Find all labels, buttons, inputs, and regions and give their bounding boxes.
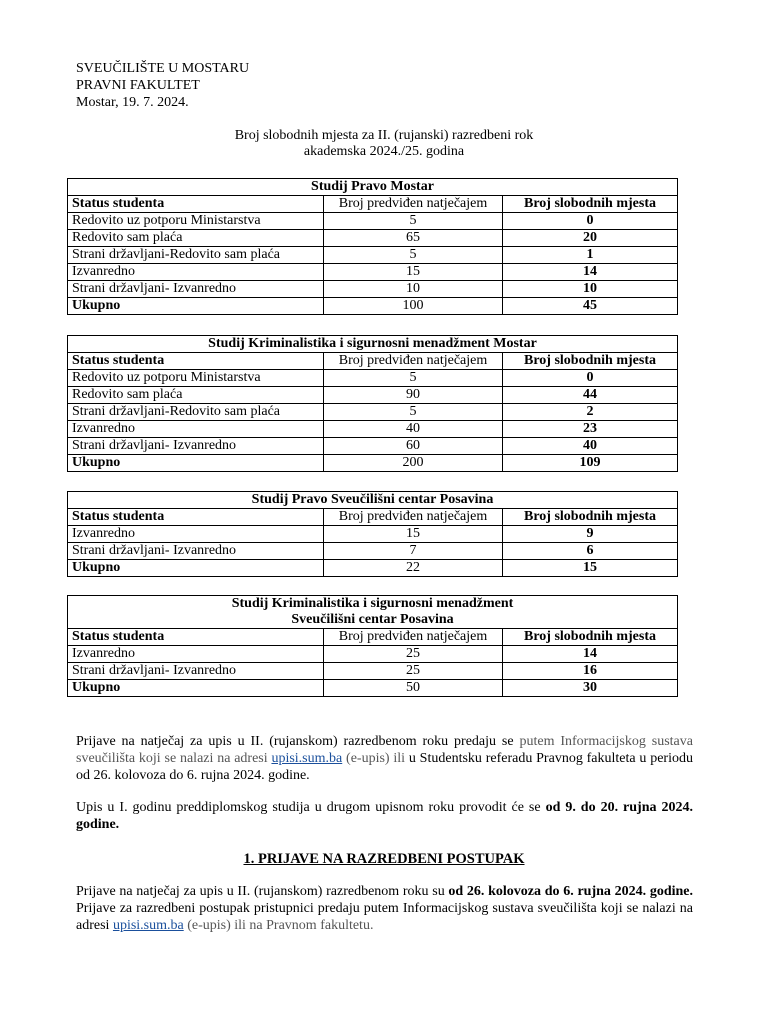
cell-free: 40 [503,438,678,455]
cell-total-label: Ukupno [68,455,324,472]
cell-free: 0 [503,213,678,230]
cell-free: 10 [503,281,678,298]
paragraph-enrollment [76,799,693,833]
table-total-row [68,680,678,697]
table-row [68,543,678,560]
cell-planned: 90 [324,387,503,404]
table-pravo-mostar [67,178,678,315]
cell-free: 2 [503,404,678,421]
cell-planned: 65 [324,230,503,247]
cell-status: Redovito uz potporu Ministarstva [68,370,324,387]
column-header-free: Broj slobodnih mjesta [503,353,678,370]
cell-planned: 10 [324,281,503,298]
table-row [68,438,678,455]
cell-total-planned: 200 [324,455,503,472]
cell-planned: 15 [324,264,503,281]
document-header [76,60,249,111]
cell-total-free: 45 [503,298,678,315]
title-line-1: Broj slobodnih mjesta za II. (rujanski) razredbeni rok [234,128,534,143]
table-total-row [68,455,678,472]
para1-text-b: putem Informacijskog sustava sveučilišta koji se nalazi na adresi [76,734,693,766]
cell-total-planned: 50 [324,680,503,697]
cell-total-planned: 100 [324,298,503,315]
cell-free: 14 [503,646,678,663]
table-total-row [68,560,678,577]
cell-free: 6 [503,543,678,560]
cell-planned: 5 [324,370,503,387]
para3-text-d: (e-upis) ili na Pravnom fakultetu. [183,918,374,933]
table-row [68,370,678,387]
table-row [68,230,678,247]
cell-free: 44 [503,387,678,404]
table-row [68,281,678,298]
table-caption-line-1: Studij Kriminalistika i sigurnosni menadžment [231,596,514,611]
para1-text-a: Prijave na natječaj za upis u II. (rujanskom) razredbenom roku predaju se [76,734,520,749]
cell-status: Strani državljani- Izvanredno [68,543,324,560]
table-caption: Studij Pravo Sveučilišni centar Posavina [68,492,678,509]
column-header-status: Status studenta [68,353,324,370]
table-caption-line-2: Sveučilišni centar Posavina [291,612,454,627]
para2-text-a: Upis u I. godinu preddiplomskog studija u drugom upisnom roku provodit će se [76,800,546,815]
cell-free: 1 [503,247,678,264]
column-header-planned: Broj predviđen natječajem [324,629,503,646]
cell-free: 23 [503,421,678,438]
cell-planned: 60 [324,438,503,455]
table-row [68,213,678,230]
column-header-free: Broj slobodnih mjesta [503,629,678,646]
table-row [68,264,678,281]
cell-status: Izvanredno [68,646,324,663]
cell-total-free: 109 [503,455,678,472]
section-heading: 1. PRIJAVE NA RAZREDBENI POSTUPAK [243,851,525,867]
table-row [68,387,678,404]
para3-text-b: od 26. kolovoza do 6. rujna 2024. godine. [448,884,693,899]
column-header-status: Status studenta [68,196,324,213]
cell-status: Izvanredno [68,421,324,438]
para2-text-b: od 9. do 20. rujna 2024. godine. [76,800,693,832]
table-row [68,526,678,543]
cell-free: 20 [503,230,678,247]
paragraph-classification [76,883,693,934]
cell-free: 9 [503,526,678,543]
cell-total-label: Ukupno [68,298,324,315]
cell-status: Strani državljani-Redovito sam plaća [68,247,324,264]
cell-planned: 15 [324,526,503,543]
document-date: Mostar, 19. 7. 2024. [76,95,189,110]
cell-status: Izvanredno [68,526,324,543]
table-total-row [68,298,678,315]
table-caption [68,596,678,629]
para3-text-a: Prijave na natječaj za upis u II. (rujanskom) razredbenom roku su [76,884,449,899]
column-header-planned: Broj predviđen natječajem [324,509,503,526]
cell-status: Redovito sam plaća [68,387,324,404]
title-line-2: akademska 2024./25. godina [303,144,465,159]
cell-status: Strani državljani- Izvanredno [68,663,324,680]
table-kriminalistika-posavina [67,595,678,697]
table-row [68,247,678,264]
cell-planned: 40 [324,421,503,438]
upisi-link[interactable]: upisi.sum.ba [271,751,343,766]
para1-text-d: u Studentsku referadu Pravnog fakulteta u periodu od 26. kolovoza do 6. rujna 2024. godine. [76,751,693,783]
university-name: SVEUČILIŠTE U MOSTARU [76,61,250,76]
table-kriminalistika-mostar [67,335,678,472]
cell-total-free: 15 [503,560,678,577]
cell-total-label: Ukupno [68,560,324,577]
cell-planned: 5 [324,247,503,264]
table-caption: Studij Pravo Mostar [68,179,678,196]
cell-total-planned: 22 [324,560,503,577]
table-row [68,404,678,421]
cell-status: Strani državljani- Izvanredno [68,438,324,455]
cell-free: 16 [503,663,678,680]
cell-status: Redovito uz potporu Ministarstva [68,213,324,230]
table-row [68,646,678,663]
cell-planned: 5 [324,404,503,421]
upisi-link-2[interactable]: upisi.sum.ba [112,918,184,933]
table-pravo-posavina [67,491,678,577]
cell-planned: 7 [324,543,503,560]
cell-free: 0 [503,370,678,387]
para3-text-c: Prijave za razredbeni postupak pristupnici predaju putem Informacijskog sustava sveučilišta koji se nalazi na adresi [76,901,693,933]
para1-text-c: (e-upis) ili [342,751,406,766]
column-header-status: Status studenta [68,629,324,646]
cell-planned: 5 [324,213,503,230]
cell-status: Strani državljani-Redovito sam plaća [68,404,324,421]
cell-status: Strani državljani- Izvanredno [68,281,324,298]
table-caption: Studij Kriminalistika i sigurnosni menadžment Mostar [68,336,678,353]
column-header-free: Broj slobodnih mjesta [503,196,678,213]
table-row [68,421,678,438]
column-header-planned: Broj predviđen natječajem [324,196,503,213]
cell-free: 14 [503,264,678,281]
table-row [68,663,678,680]
column-header-status: Status studenta [68,509,324,526]
column-header-free: Broj slobodnih mjesta [503,509,678,526]
cell-status: Izvanredno [68,264,324,281]
cell-total-free: 30 [503,680,678,697]
column-header-planned: Broj predviđen natječajem [324,353,503,370]
faculty-name: PRAVNI FAKULTET [76,78,200,93]
cell-planned: 25 [324,663,503,680]
cell-total-label: Ukupno [68,680,324,697]
cell-status: Redovito sam plaća [68,230,324,247]
cell-planned: 25 [324,646,503,663]
document-title [0,128,768,160]
paragraph-applications [76,733,693,784]
